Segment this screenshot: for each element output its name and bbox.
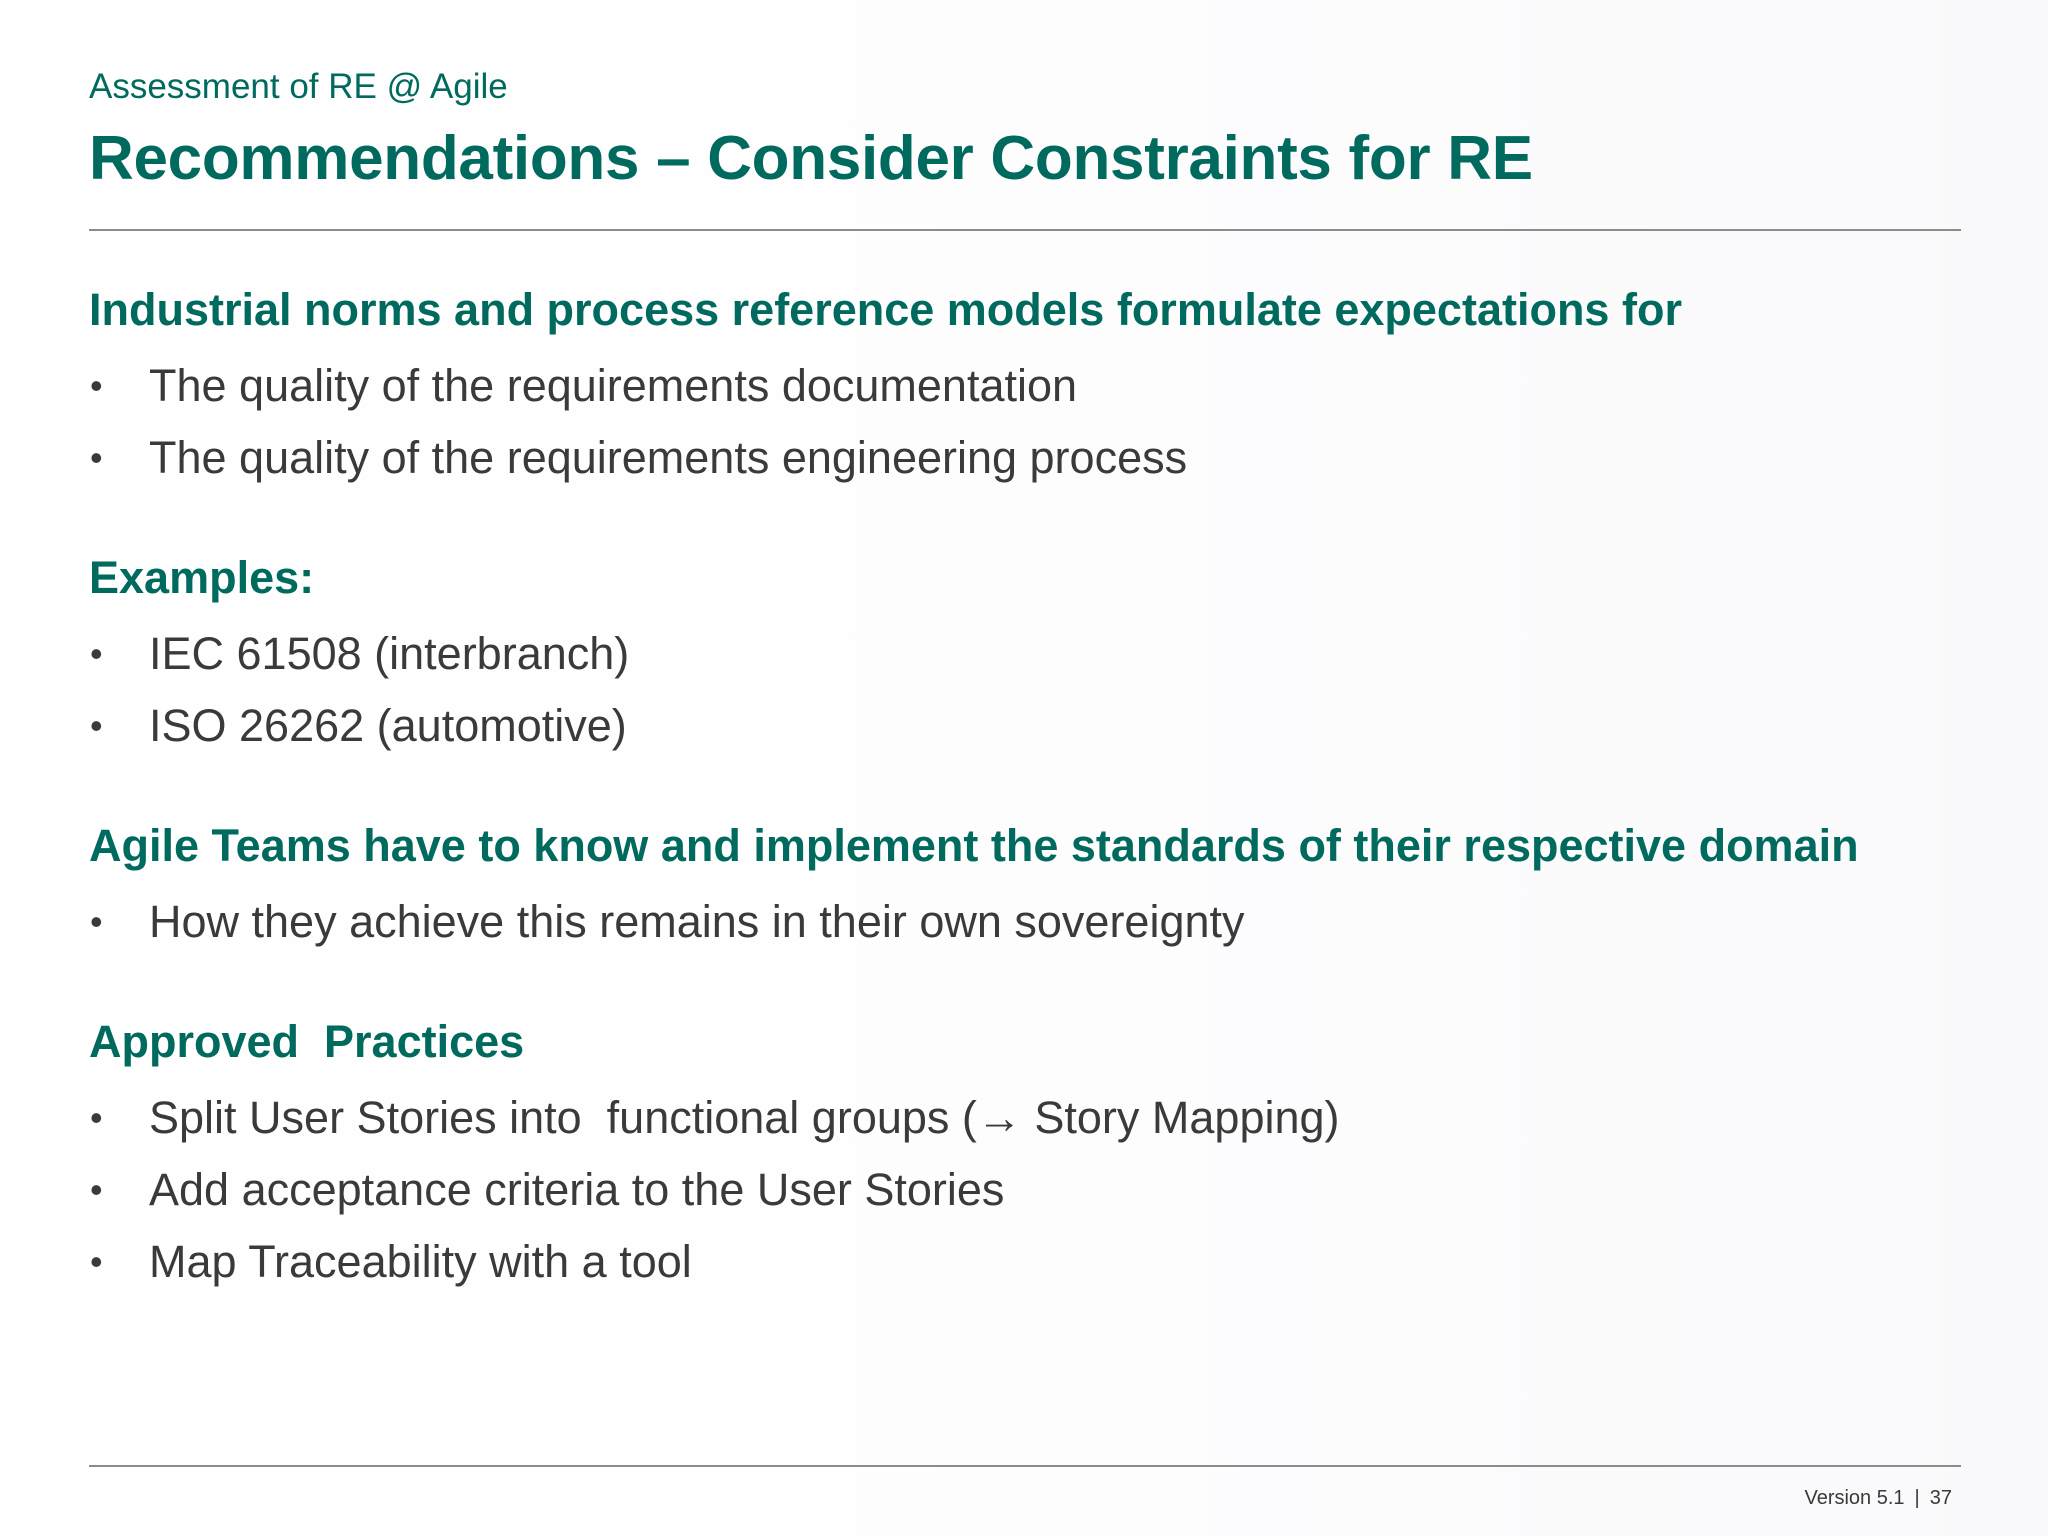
list-item-text: Split User Stories into functional groups (→ Story Mapping) [149,1092,1340,1143]
bullet-list [89,618,1959,762]
slide-subtitle: Assessment of RE @ Agile [89,67,508,106]
bullet-icon: • [90,1169,103,1210]
page-number: 37 [1929,1487,1952,1509]
list-item-text: Add acceptance criteria to the User Stories [149,1164,1005,1215]
list-item-text: IEC 61508 (interbranch) [149,628,630,679]
section-heading: Approved Practices [89,1016,525,1067]
list-item [89,618,1959,690]
list-item [89,1226,1959,1298]
section-agile-teams [89,814,1959,958]
bullet-list [89,1082,1959,1298]
list-item-text: The quality of the requirements engineering process [149,432,1188,483]
list-item-text: ISO 26262 (automotive) [149,700,627,751]
bullet-icon: • [90,901,103,942]
bullet-list [89,886,1959,958]
version-label: Version 5.1 [1804,1487,1905,1509]
list-item [89,690,1959,762]
section-approved-practices [89,1010,1959,1298]
list-item-text: The quality of the requirements documentation [149,360,1078,411]
section-heading: Examples: [89,552,315,603]
bullet-icon: • [90,437,103,478]
list-item-text: Map Traceability with a tool [149,1236,692,1287]
header-divider [89,229,1961,231]
slide-content [89,278,1959,1298]
bullet-list [89,350,1959,494]
bullet-icon: • [90,705,103,746]
footer-separator: | [1914,1487,1920,1509]
list-item-text: How they achieve this remains in their own sovereignty [149,896,1245,947]
list-item [89,422,1959,494]
list-item [89,886,1959,958]
list-item [89,1154,1959,1226]
bullet-icon: • [90,365,103,406]
section-heading: Agile Teams have to know and implement the standards of their respective domain [89,820,1859,871]
section-examples [89,546,1959,762]
footer-divider [89,1465,1961,1467]
list-item [89,350,1959,422]
section-norms [89,278,1959,494]
slide-title: Recommendations – Consider Constraints for RE [89,124,1533,193]
slide-footer [1804,1487,1952,1510]
bullet-icon: • [90,633,103,674]
list-item [89,1082,1959,1154]
bullet-icon: • [90,1097,103,1138]
section-heading: Industrial norms and process reference models formulate expectations for [89,284,1682,335]
bullet-icon: • [90,1241,103,1282]
